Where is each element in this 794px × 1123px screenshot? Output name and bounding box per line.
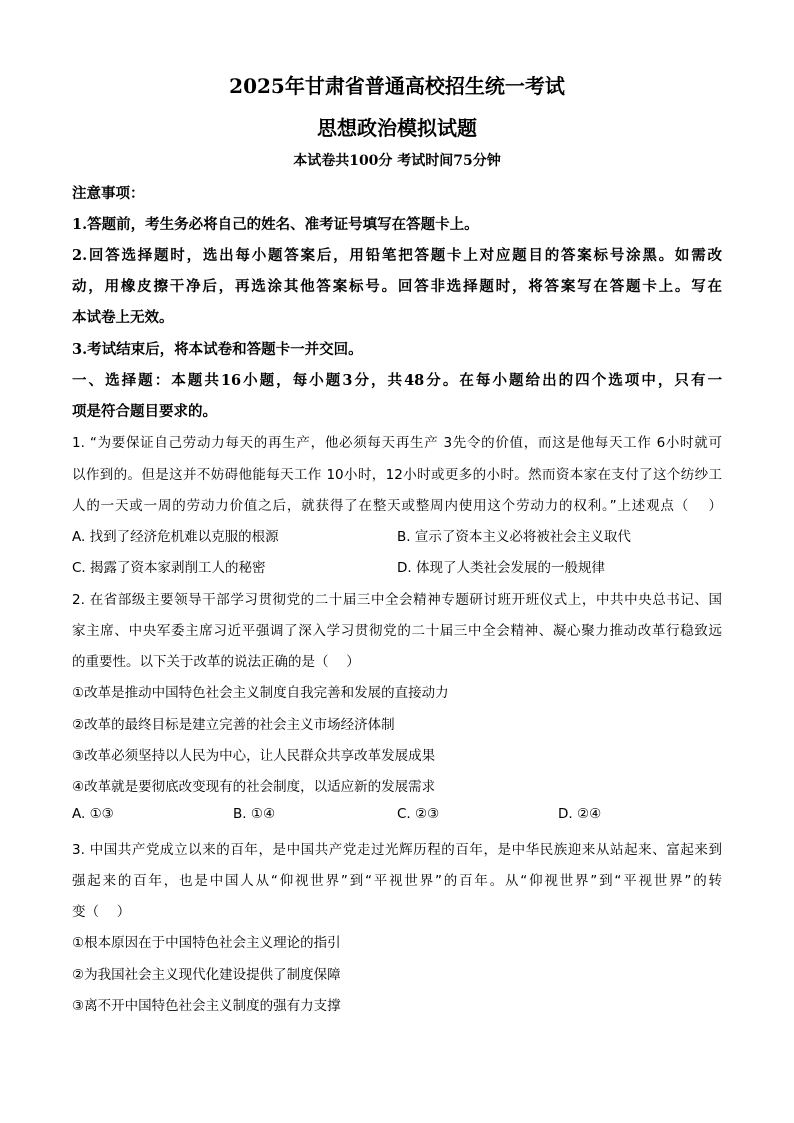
subject-title: 思想政治模拟试题: [317, 116, 477, 140]
notes-heading: 注意事项：: [72, 185, 145, 202]
section-heading-line-2: 项是符合题目要求的。: [72, 403, 217, 420]
q2-option-b: B. ①④: [233, 806, 276, 822]
section-heading-line-1: 一、选择题：本题共16小题，每小题3分，共48分。在每小题给出的四个选项中，只有一: [72, 372, 722, 389]
q2-stem-line-1: 2. 在省部级主要领导干部学习贯彻党的二十届三中全会精神专题研讨班开班仪式上，中共中央总书记、国: [72, 592, 722, 608]
q1-stem-line-3: 人的一天或一周的劳动力价值之后，就获得了在整天或整周内使用这个劳动力的权利。”上述观点（ ）: [72, 498, 722, 514]
q3-stem-line-3: 变（ ）: [72, 904, 131, 920]
q2-statement-1: ①改革是推动中国特色社会主义制度自我完善和发展的直接动力: [72, 685, 449, 701]
note-item-3: 3.考试结束后，将本试卷和答题卡一并交回。: [72, 341, 363, 358]
q2-stem-line-3: 的重要性。以下关于改革的说法正确的是（ ）: [72, 654, 360, 670]
q3-stem-line-1: 3. 中国共产党成立以来的百年，是中国共产党走过光辉历程的百年，是中华民族迎来从站起来、富起来到: [72, 842, 722, 858]
q3-statement-3: ③离不开中国特色社会主义制度的强有力支撑: [72, 998, 341, 1014]
exam-title: 2025年甘肃省普通高校招生统一考试: [229, 74, 565, 98]
q2-statement-3: ③改革必须坚持以人民为中心，让人民群众共享改革发展成果: [72, 748, 436, 764]
exam-info: 本试卷共100分 考试时间75分钟: [293, 153, 501, 169]
q2-option-c: C. ②③: [397, 806, 440, 822]
q3-statement-2: ②为我国社会主义现代化建设提供了制度保障: [72, 967, 341, 983]
note-item-2-line-2: 动，用橡皮擦干净后，再选涂其他答案标号。回答非选择题时，将答案写在答题卡上。写在: [72, 278, 722, 295]
q2-option-d: D. ②④: [558, 806, 602, 822]
note-item-1: 1.答题前，考生务必将自己的姓名、准考证号填写在答题卡上。: [72, 216, 479, 233]
note-item-2-line-1: 2.回答选择题时，选出每小题答案后，用铅笔把答题卡上对应题目的答案标号涂黑。如需改: [72, 247, 722, 264]
q3-statement-1: ①根本原因在于中国特色社会主义理论的指引: [72, 935, 341, 951]
q2-stem-line-2: 家主席、中央军委主席习近平强调了深入学习贯彻党的二十届三中全会精神、凝心聚力推动改革行稳致远: [72, 623, 722, 639]
q1-stem-line-1: 1. “为要保证自己劳动力每天的再生产，他必须每天再生产 3先令的价值，而这是他每天工作 6小时就可: [72, 435, 722, 451]
q1-option-d: D. 体现了人类社会发展的一般规律: [397, 560, 605, 576]
q1-option-b: B. 宣示了资本主义必将被社会主义取代: [397, 529, 631, 545]
q3-stem-line-2: 强起来的百年，也是中国人从“仰视世界”到“平视世界”的百年。从“仰视世界”到“平视世界”的转: [72, 873, 722, 889]
q1-option-a: A. 找到了经济危机难以克服的根源: [72, 529, 279, 545]
q1-stem-line-2: 以作到的。但是这并不妨碍他能每天工作 10小时，12小时或更多的小时。然而资本家在支付了这个纺纱工: [72, 467, 722, 483]
q2-statement-2: ②改革的最终目标是建立完善的社会主义市场经济体制: [72, 717, 395, 733]
q2-option-a: A. ①③: [72, 806, 114, 822]
q2-statement-4: ④改革就是要彻底改变现有的社会制度，以适应新的发展需求: [72, 779, 436, 795]
note-item-2-line-3: 本试卷上无效。: [72, 309, 174, 326]
q1-option-c: C. 揭露了资本家剥削工人的秘密: [72, 560, 266, 576]
